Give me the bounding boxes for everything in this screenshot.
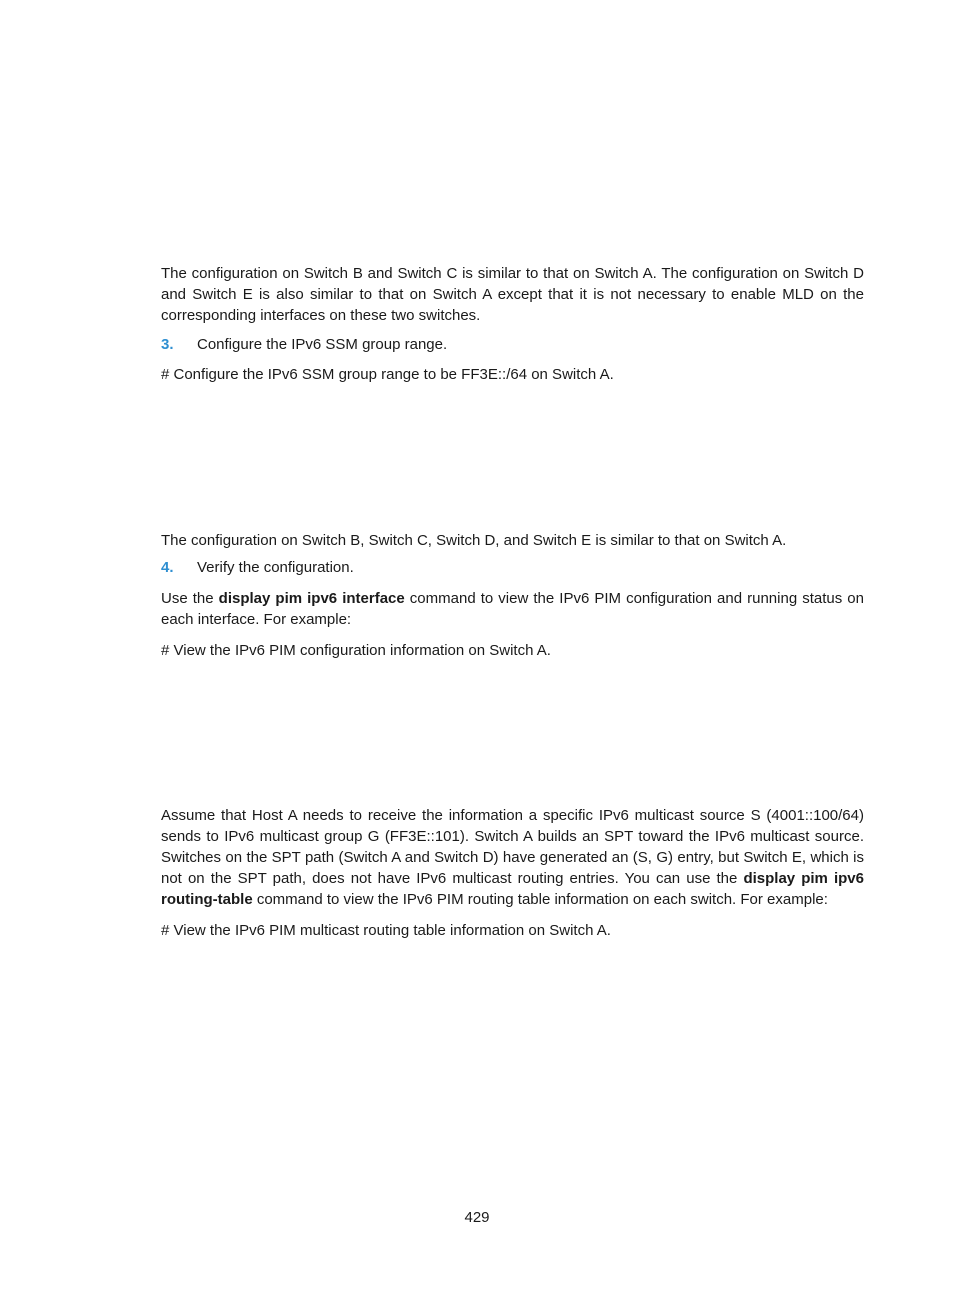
step-4 bbox=[161, 557, 354, 578]
command-display-pim-ipv6-routing-table: display pim ipv6 routing-table bbox=[161, 870, 864, 908]
text-post: command to view the IPv6 PIM routing table information on each switch. For example: bbox=[252, 891, 828, 908]
command-display-pim-ipv6-interface: display pim ipv6 interface bbox=[218, 590, 405, 607]
paragraph-config-similar-switches: The configuration on Switch B, Switch C, Switch D, and Switch E is similar to that on Switch A. bbox=[161, 532, 787, 549]
paragraph-view-routing-table: # View the IPv6 PIM multicast routing table information on Switch A. bbox=[161, 922, 611, 939]
text-post: command to view the IPv6 PIM configuration and running status on each interface. For example: bbox=[161, 590, 864, 628]
step-3-text: Configure the IPv6 SSM group range. bbox=[197, 336, 448, 353]
step-3 bbox=[161, 334, 447, 355]
step-3-number: 3. bbox=[161, 336, 174, 353]
paragraph-view-pim-config: # View the IPv6 PIM configuration information on Switch A. bbox=[161, 642, 551, 659]
step-4-number: 4. bbox=[161, 559, 174, 576]
text-pre: Use the bbox=[161, 590, 219, 607]
paragraph-assume-host-a bbox=[161, 805, 864, 910]
paragraph-configure-ssm-range: # Configure the IPv6 SSM group range to be FF3E::/64 on Switch A. bbox=[161, 366, 614, 383]
step-4-text: Verify the configuration. bbox=[197, 559, 354, 576]
paragraph-display-pim-interface bbox=[161, 588, 864, 630]
paragraph-switch-config-similarity: The configuration on Switch B and Switch C is similar to that on Switch A. The configuration on Switch D and Switch E is also similar to that on Switch A except that it is not necessary to enable MLD on the corresponding interfaces on these two switches. bbox=[161, 265, 864, 324]
text-pre: Assume that Host A needs to receive the information a specific IPv6 multicast source S (4001::100/64) sends to IPv6 multicast group G (FF3E::101). Switch A builds an SPT toward the IPv6 multicast source. Switches on the SPT path (Switch A and Switch D) have generated an (S, G) entry, but Switch E, which is not on the SPT path, does not have IPv6 multicast routing entries. You can use the bbox=[161, 807, 864, 887]
page-number: 429 bbox=[464, 1209, 490, 1226]
